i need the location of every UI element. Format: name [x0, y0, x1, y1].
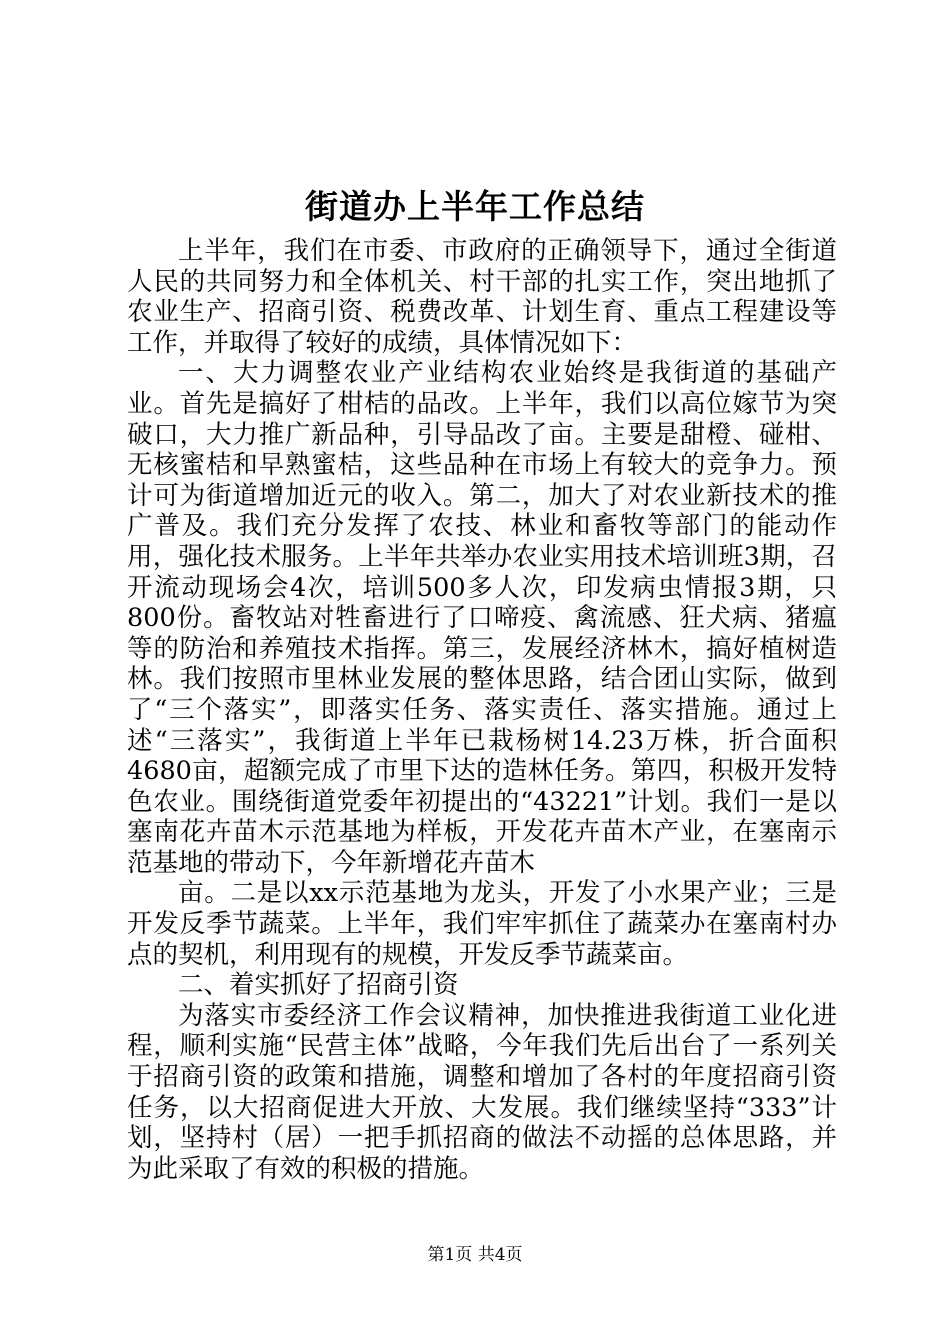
- paragraph-agriculture-continued: 亩。二是以xx示范基地为龙头，开发了小水果产业；三是开发反季节蔬菜。上半年，我们牢牢抓住了蔬菜办在塞南村办点的契机，利用现有的规模，开发反季节蔬菜亩。: [127, 878, 837, 970]
- document-body: [127, 236, 837, 1184]
- page-number-footer: 第1页 共4页: [427, 1245, 523, 1265]
- paragraph-investment: 为落实市委经济工作会议精神，加快推进我街道工业化进程，顺利实施“民营主体”战略，今年我们先后出台了一系列关于招商引资的政策和措施，调整和增加了各村的年度招商引资任务，以大招商促进大开放、大发展。我们继续坚持“333”计划，坚持村（居）一把手抓招商的做法不动摇的总体思路，并为此采取了有效的积极的措施。: [127, 1000, 837, 1184]
- paragraph-intro: 上半年，我们在市委、市政府的正确领导下，通过全街道人民的共同努力和全体机关、村干部的扎实工作，突出地抓了农业生产、招商引资、税费改革、计划生育、重点工程建设等工作，并取得了较好的成绩，具体情况如下：: [127, 236, 837, 358]
- section-heading-investment: 二、着实抓好了招商引资: [178, 970, 459, 1001]
- paragraph-agriculture: 一、大力调整农业产业结构农业始终是我街道的基础产业。首先是搞好了柑桔的品改。上半年，我们以高位嫁节为突破口，大力推广新品种，引导品改了亩。主要是甜橙、碰柑、无核蜜桔和早熟蜜桔，这些品种在市场上有较大的竞争力。预计可为街道增加近元的收入。第二，加大了对农业新技术的推广普及。我们充分发挥了农技、林业和畜牧等部门的能动作用，强化技术服务。上半年共举办农业实用技术培训班3期，召开流动现场会4次，培训500多人次，印发病虫情报3期，只800份。畜牧站对牲畜进行了口啼疫、禽流感、狂犬病、猪瘟等的防治和养殖技术指挥。第三，发展经济林木，搞好植树造林。我们按照市里林业发展的整体思路，结合团山实际，做到了“三个落实”，即落实任务、落实责任、落实措施。通过上述“三落实”，我街道上半年已栽杨树14.23万株，折合面积4680亩，超额完成了市里下达的造林任务。第四，积极开发特色农业。围绕街道党委年初提出的“43221”计划。我们一是以塞南花卉苗木示范基地为样板，开发花卉苗木产业，在塞南示范基地的带动下，今年新增花卉苗木: [127, 358, 837, 878]
- document-title: 街道办上半年工作总结: [305, 187, 645, 226]
